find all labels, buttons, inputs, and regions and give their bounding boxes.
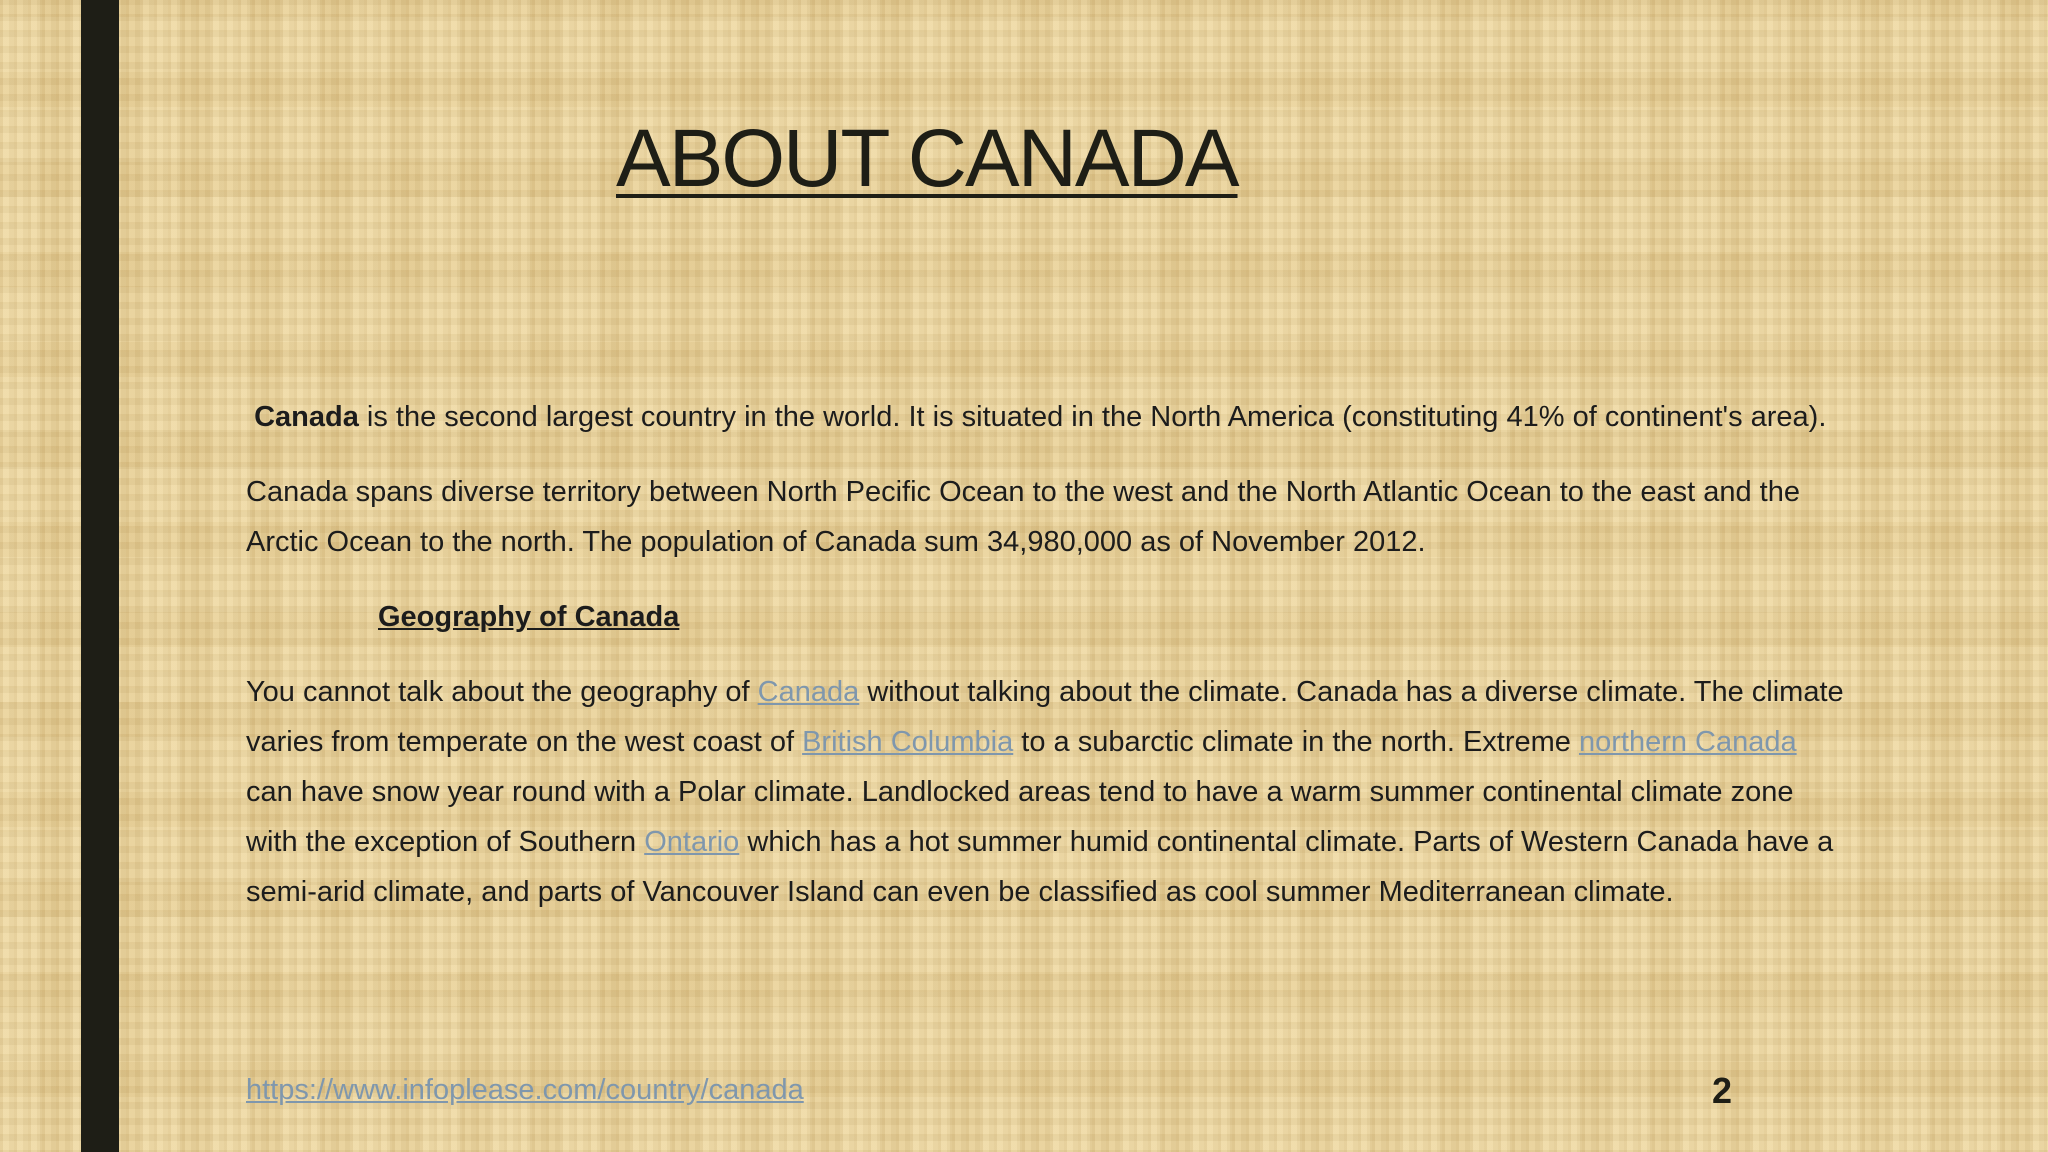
intro-bold-term: Canada bbox=[254, 401, 359, 433]
geography-text-2: without talking about the climate. Canada has a diverse climate. The climate varies from temperate on the west coast of bbox=[246, 676, 1844, 758]
geography-text-5: which has a hot summer humid continental climate. Parts of Western Canada have a semi-arid climate, and parts of Vancouver Island can even be classified as cool summer Mediterranean climate. bbox=[246, 826, 1834, 908]
intro-paragraph bbox=[246, 392, 1846, 442]
geography-text-4: can have snow year round with a Polar climate. Landlocked areas tend to have a warm summer continental climate zone with the exception of Southern bbox=[246, 776, 1794, 858]
geography-text-3: to a subarctic climate in the north. Extreme bbox=[1013, 726, 1579, 758]
geography-subheading: Geography of Canada bbox=[378, 601, 680, 633]
page-number: 2 bbox=[1712, 1070, 1733, 1111]
source-url-link[interactable]: https://www.infoplease.com/country/canada bbox=[246, 1074, 804, 1106]
left-accent-bar bbox=[81, 0, 119, 1152]
territory-paragraph: Canada spans diverse territory between North Pecific Ocean to the west and the North Atlantic Ocean to the east and the Arctic Ocean to the north. The population of Canada sum 34,980,000 as of November 2012. bbox=[246, 476, 1800, 558]
canada-link[interactable]: Canada bbox=[757, 676, 860, 708]
northern-canada-link[interactable]: northern Canada bbox=[1578, 726, 1797, 758]
intro-text: is the second largest country in the world. It is situated in the North America (constituting 41% of continent's area). bbox=[358, 401, 1827, 433]
ontario-link[interactable]: Ontario bbox=[644, 826, 740, 858]
geography-paragraph bbox=[246, 667, 1846, 917]
british-columbia-link[interactable]: British Columbia bbox=[802, 726, 1014, 758]
slide-body bbox=[246, 392, 1846, 942]
slide-title: ABOUT CANADA bbox=[616, 113, 1238, 204]
geography-text-1: You cannot talk about the geography of bbox=[246, 676, 758, 708]
